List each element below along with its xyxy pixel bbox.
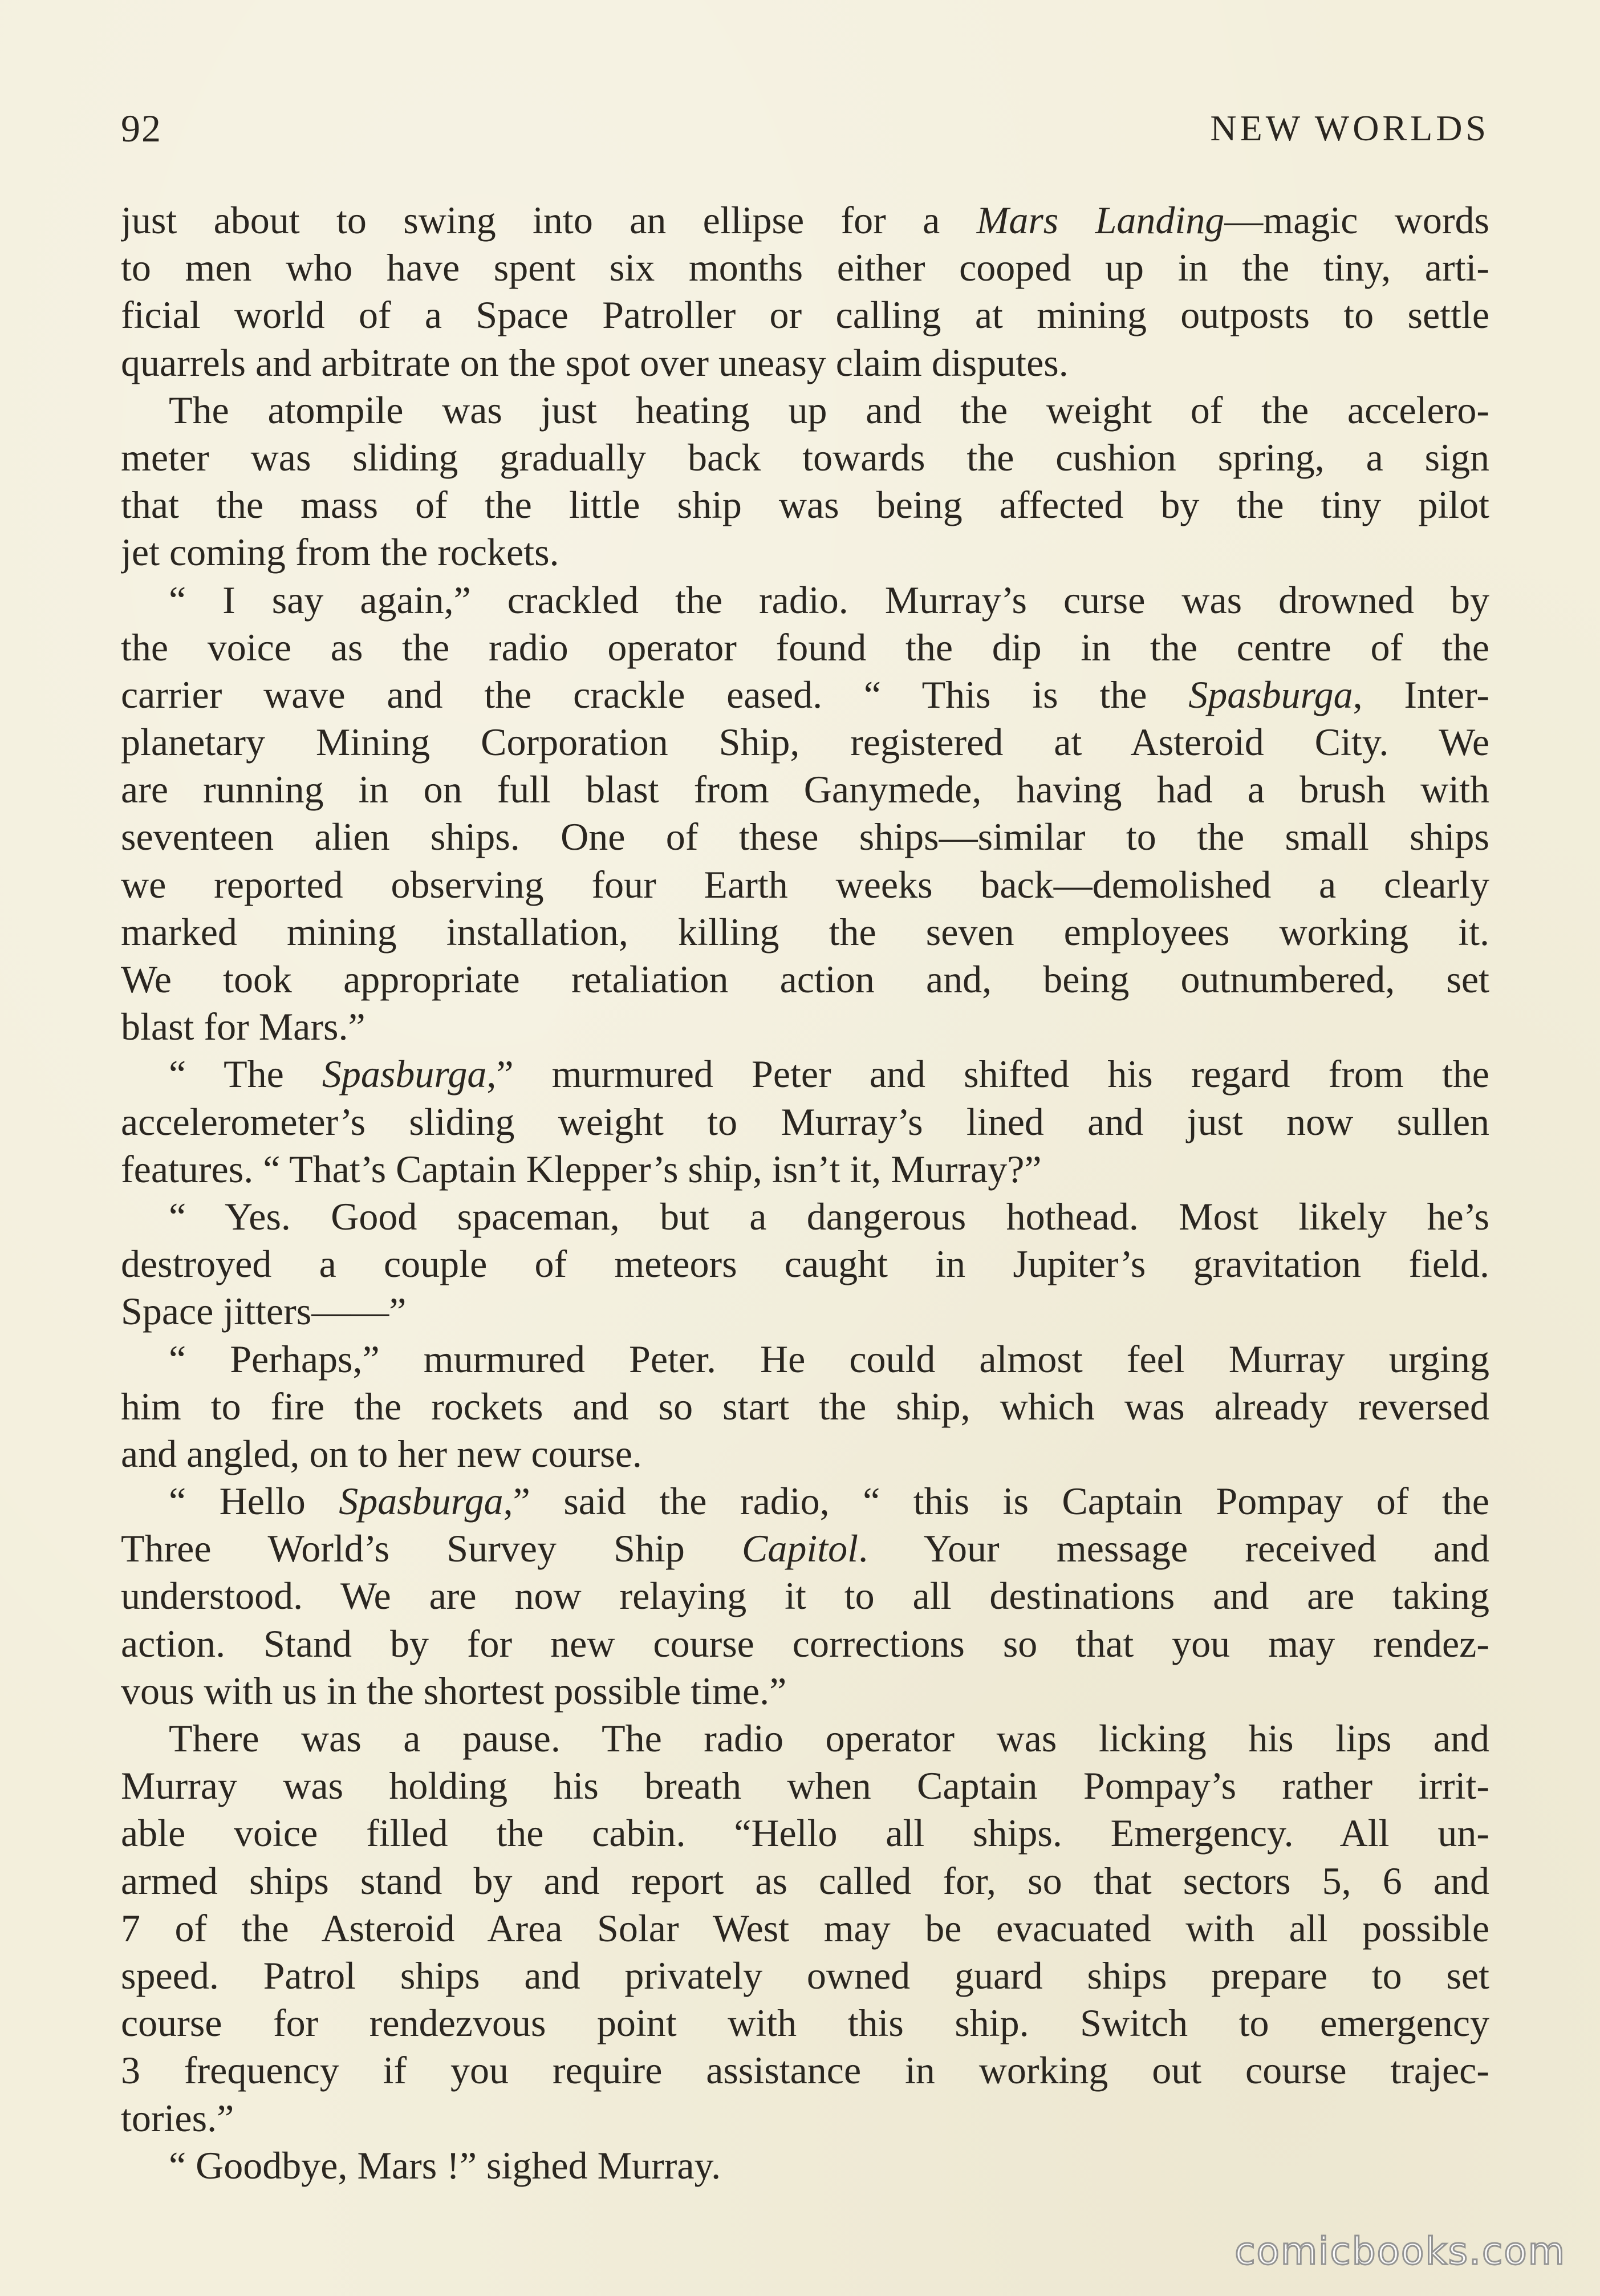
text-run: and angled, on to her new course. xyxy=(121,1431,642,1475)
text-run: . Your message received and xyxy=(858,1527,1489,1571)
text-line xyxy=(121,291,1489,339)
text-line xyxy=(121,1857,1489,1905)
text-run: ,” said the radio, “ this is Captain Pompay of the xyxy=(503,1479,1489,1523)
text-line xyxy=(121,1430,1489,1478)
text-line xyxy=(121,1193,1489,1240)
text-run: 7 of the Asteroid Area Solar West may be evacuated with all possible xyxy=(121,1906,1489,1950)
italic-text: Spasburga xyxy=(339,1479,503,1523)
text-line xyxy=(121,1240,1489,1288)
text-line xyxy=(121,624,1489,671)
text-line xyxy=(121,1098,1489,1146)
text-line xyxy=(121,1050,1489,1098)
text-line xyxy=(121,719,1489,766)
text-run: There was a pause. The radio operator was licking his lips and xyxy=(169,1717,1489,1760)
text-run: ,” murmured Peter and shifted his regard from the xyxy=(486,1052,1489,1096)
text-run: The atompile was just heating up and the weight of the accelero- xyxy=(169,388,1489,432)
italic-text: Spasburga xyxy=(322,1052,487,1096)
text-run: course for rendezvous point with this ship. Switch to emergency xyxy=(121,2001,1489,2045)
text-run: tories.” xyxy=(121,2096,234,2140)
text-run: understood. We are now relaying it to all destinations and are taking xyxy=(121,1574,1489,1618)
text-line xyxy=(121,1762,1489,1810)
text-line xyxy=(121,577,1489,624)
italic-text: Capitol xyxy=(742,1527,859,1571)
text-run: Space jitters——” xyxy=(121,1289,407,1333)
text-run: action. Stand by for new course corrections so that you may rendez- xyxy=(121,1621,1489,1665)
text-run: carrier wave and the crackle eased. “ This is the xyxy=(121,672,1189,716)
text-line xyxy=(121,244,1489,291)
text-run: jet coming from the rockets. xyxy=(121,530,559,574)
text-run: we reported observing four Earth weeks back—demolished a clearly xyxy=(121,862,1489,906)
text-run: planetary Mining Corporation Ship, registered at Asteroid City. We xyxy=(121,720,1489,764)
text-run: “ Hello xyxy=(169,1479,339,1523)
text-line xyxy=(121,434,1489,481)
text-run: Three World’s Survey Ship xyxy=(121,1527,742,1571)
text-line xyxy=(121,1525,1489,1572)
text-line xyxy=(121,1336,1489,1383)
text-run: We took appropriate retaliation action and, being outnumbered, set xyxy=(121,958,1489,1001)
text-run: just about to swing into an ellipse for a xyxy=(121,198,977,242)
text-run: “ Goodbye, Mars !” sighed Murray. xyxy=(169,2143,721,2187)
text-run: ficial world of a Space Patroller or calling at mining outposts to settle xyxy=(121,293,1489,337)
text-run: “ I say again,” crackled the radio. Murray’s curse was drowned by xyxy=(169,578,1489,622)
text-run: , Inter- xyxy=(1353,672,1489,716)
text-line xyxy=(121,1668,1489,1715)
text-line xyxy=(121,1999,1489,2047)
text-line xyxy=(121,481,1489,529)
text-run: Murray was holding his breath when Captain Pompay’s rather irrit- xyxy=(121,1764,1489,1808)
watermark-logo: comicbooks.com xyxy=(1234,2229,1566,2273)
text-run: features. “ That’s Captain Klepper’s ship, isn’t it, Murray?” xyxy=(121,1147,1042,1191)
text-line xyxy=(121,1288,1489,1335)
text-line xyxy=(121,1003,1489,1050)
text-line xyxy=(121,1952,1489,1999)
italic-text: Spasburga xyxy=(1188,672,1353,716)
running-title: NEW WORLDS xyxy=(1210,108,1489,148)
italic-text: Mars Landing xyxy=(976,198,1225,242)
text-run: seventeen alien ships. One of these ships—similar to the small ships xyxy=(121,815,1489,859)
page-number: 92 xyxy=(121,107,162,150)
text-run: destroyed a couple of meteors caught in Jupiter’s gravitation field. xyxy=(121,1242,1489,1286)
running-head xyxy=(121,103,1489,154)
text-run: that the mass of the little ship was being affected by the tiny pilot xyxy=(121,483,1489,527)
text-run: are running in on full blast from Ganymede, having had a brush with xyxy=(121,768,1489,812)
text-line xyxy=(121,197,1489,244)
text-line xyxy=(121,1146,1489,1193)
text-run: “ Perhaps,” murmured Peter. He could almost feel Murray urging xyxy=(169,1337,1489,1381)
text-run: blast for Mars.” xyxy=(121,1005,366,1049)
text-line xyxy=(121,1383,1489,1430)
text-line xyxy=(121,1715,1489,1762)
text-line xyxy=(121,1905,1489,1952)
text-line xyxy=(121,908,1489,956)
text-run: able voice filled the cabin. “Hello all ships. Emergency. All un- xyxy=(121,1811,1489,1855)
text-line xyxy=(121,1810,1489,1857)
text-run: 3 frequency if you require assistance in working out course trajec- xyxy=(121,2048,1489,2092)
text-run: vous with us in the shortest possible time.” xyxy=(121,1669,787,1713)
text-run: the voice as the radio operator found the dip in the centre of the xyxy=(121,625,1489,669)
text-run: “ The xyxy=(169,1052,322,1096)
text-run: quarrels and arbitrate on the spot over uneasy claim disputes. xyxy=(121,340,1069,384)
text-line xyxy=(121,2095,1489,2142)
text-line xyxy=(121,671,1489,719)
text-run: speed. Patrol ships and privately owned guard ships prepare to set xyxy=(121,1953,1489,1997)
text-run: “ Yes. Good spaceman, but a dangerous hothead. Most likely he’s xyxy=(169,1194,1489,1238)
text-line xyxy=(121,529,1489,576)
text-line xyxy=(121,387,1489,434)
text-run: to men who have spent six months either cooped up in the tiny, arti- xyxy=(121,246,1489,290)
text-line xyxy=(121,2142,1489,2189)
text-run: him to fire the rockets and so start the ship, which was already reversed xyxy=(121,1384,1489,1428)
text-line xyxy=(121,956,1489,1003)
text-line xyxy=(121,1478,1489,1525)
text-run: —magic words xyxy=(1224,198,1489,242)
text-line xyxy=(121,2047,1489,2094)
text-line xyxy=(121,861,1489,908)
text-line xyxy=(121,339,1489,387)
text-run: marked mining installation, killing the seven employees working it. xyxy=(121,910,1489,954)
body-text xyxy=(121,197,1489,2189)
text-run: armed ships stand by and report as called for, so that sectors 5, 6 and xyxy=(121,1859,1489,1902)
text-line xyxy=(121,813,1489,861)
text-line xyxy=(121,766,1489,813)
text-run: meter was sliding gradually back towards the cushion spring, a sign xyxy=(121,435,1489,479)
text-line xyxy=(121,1572,1489,1620)
text-run: accelerometer’s sliding weight to Murray’s lined and just now sullen xyxy=(121,1100,1489,1143)
text-line xyxy=(121,1620,1489,1668)
